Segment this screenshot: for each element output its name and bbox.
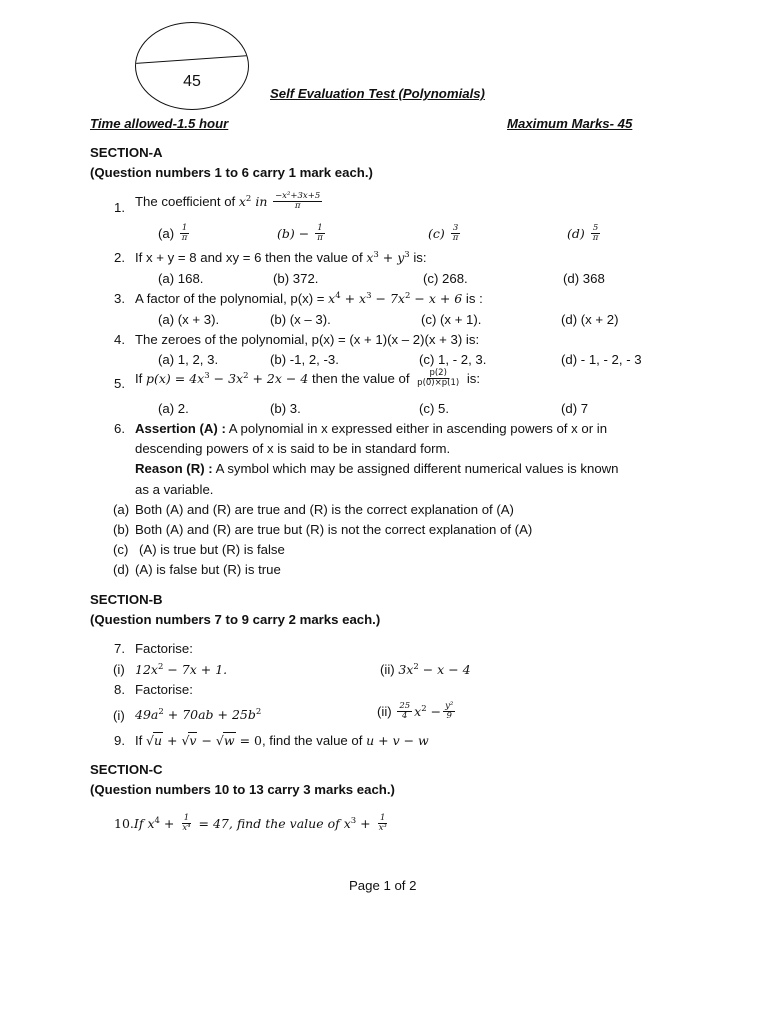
question-6-assertion-line-2: descending powers of x is said to be in standard form.	[135, 441, 451, 456]
question-9-text: If √u + √v − √w = 0, find the value of u + v − w	[135, 733, 429, 748]
section-b-instruction: (Question numbers 7 to 9 carry 2 marks each.)	[90, 612, 381, 627]
question-2-option-a: (a) 168.	[158, 271, 204, 286]
question-7-number: 7.	[114, 641, 125, 656]
question-6-option-c-text: (A) is true but (R) is false	[139, 542, 285, 557]
question-8-part-ii: (ii) $\frac{25}{4}$ $x^2$ − $\frac{\text{y²}}{9}$	[377, 701, 454, 721]
score-circle	[135, 22, 249, 110]
question-4-option-b: (b) -1, 2, -3.	[270, 352, 339, 367]
question-6-option-a-key: (a)	[113, 502, 130, 517]
question-7-part-i-expression: $12x^2 - 7x + 1$.	[135, 661, 228, 677]
section-a-instruction: (Question numbers 1 to 6 carry 1 mark each.)	[90, 165, 373, 180]
question-7-part-i-label: (i)	[113, 662, 125, 677]
question-3-option-a: (a) (x + 3).	[158, 312, 220, 327]
question-2-option-c: (c) 268.	[423, 271, 468, 286]
question-1-option-a: (a) $\frac{1}{\pi}$	[158, 223, 188, 243]
question-4-option-a: (a) 1, 2, 3.	[158, 352, 219, 367]
score-value: 45	[183, 73, 201, 90]
question-5-number: 5.	[114, 376, 125, 391]
question-5-text: If $p(x) = 4x^3 - 3x^2 + 2x - 4$ then the value of $\frac{p(2)}{p(0)\times p(1)}$ is:	[135, 368, 481, 388]
section-b-title: SECTION-B	[90, 592, 163, 607]
question-5-option-c: (c) 5.	[419, 401, 450, 416]
section-a-title: SECTION-A	[90, 145, 163, 160]
question-4-option-d: (d) - 1, - 2, - 3	[561, 352, 642, 367]
question-1-number: 1.	[114, 200, 125, 215]
question-2-number: 2.	[114, 250, 125, 265]
section-c-title: SECTION-C	[90, 762, 163, 777]
page-number: Page 1 of 2	[349, 878, 417, 893]
question-5-option-d: (d) 7	[561, 401, 589, 416]
question-6-reason-line-1: Reason (R) : A symbol which may be assigned different numerical values is known	[135, 461, 619, 476]
question-7-part-ii: (ii) $3x^2 - x - 4$	[380, 661, 471, 677]
question-3-text: A factor of the polynomial, $p(x) = x^4 + x^3 - 7x^2 - x + 6$ is :	[135, 290, 483, 306]
question-8-text: Factorise:	[135, 682, 193, 697]
question-9-number: 9.	[114, 733, 125, 748]
question-6-number: 6.	[114, 421, 125, 436]
question-4-number: 4.	[114, 332, 125, 347]
question-6-option-d-text: (A) is false but (R) is true	[135, 562, 281, 577]
question-1-option-c: (c) $\frac{3}{\pi}$	[428, 223, 459, 243]
question-6-option-b-key: (b)	[113, 522, 130, 537]
question-1-text: The coefficient of $x^2$ in $\frac{\text{−x²+3x+5}}{\pi}$	[135, 191, 321, 211]
question-10: 10.If $x^4$ + $\frac{1}{\text{x⁴}}$ = 47, find the value of $x^3$ + $\frac{1}{\text{x³}}$	[114, 813, 387, 833]
question-1-option-b: (b) − $\frac{1}{\pi}$	[277, 223, 323, 243]
question-2-option-d: (d) 368	[563, 271, 605, 286]
time-allowed: Time allowed-1.5 hour	[90, 116, 229, 131]
question-2-option-b: (b) 372.	[273, 271, 319, 286]
score-divider-line	[135, 55, 249, 65]
question-6-assertion-line-1: Assertion (A) : A polynomial in x expressed either in ascending powers of x or in	[135, 421, 608, 436]
question-6-option-a-text: Both (A) and (R) are true and (R) is the correct explanation of (A)	[135, 502, 514, 517]
question-3-option-b: (b) (x – 3).	[270, 312, 331, 327]
question-2-text: If x + y = 8 and xy = 6 then the value of $x^3 + y^3$ is:	[135, 249, 427, 265]
section-c-instruction: (Question numbers 10 to 13 carry 3 marks each.)	[90, 782, 395, 797]
question-6-option-b-text: Both (A) and (R) are true but (R) is not the correct explanation of (A)	[135, 522, 533, 537]
question-8-part-i-label: (i)	[113, 708, 125, 723]
question-7-text: Factorise:	[135, 641, 193, 656]
question-5-option-a: (a) 2.	[158, 401, 189, 416]
question-5-option-b: (b) 3.	[270, 401, 301, 416]
question-6-reason-line-2: as a variable.	[135, 482, 214, 497]
question-4-text: The zeroes of the polynomial, p(x) = (x + 1)(x – 2)(x + 3) is:	[135, 332, 480, 347]
question-3-option-c: (c) (x + 1).	[421, 312, 482, 327]
question-3-option-d: (d) (x + 2)	[561, 312, 619, 327]
question-8-number: 8.	[114, 682, 125, 697]
question-4-option-c: (c) 1, - 2, 3.	[419, 352, 487, 367]
question-6-option-d-key: (d)	[113, 562, 130, 577]
test-title: Self Evaluation Test (Polynomials)	[270, 86, 485, 101]
question-8-part-i-expression: $49a^2 + 70ab + 25b^2$	[135, 706, 262, 722]
question-3-number: 3.	[114, 291, 125, 306]
question-1-option-d: (d) $\frac{5}{\pi}$	[567, 223, 599, 243]
question-6-option-c-key: (c)	[113, 542, 129, 557]
maximum-marks: Maximum Marks- 45	[507, 116, 633, 131]
